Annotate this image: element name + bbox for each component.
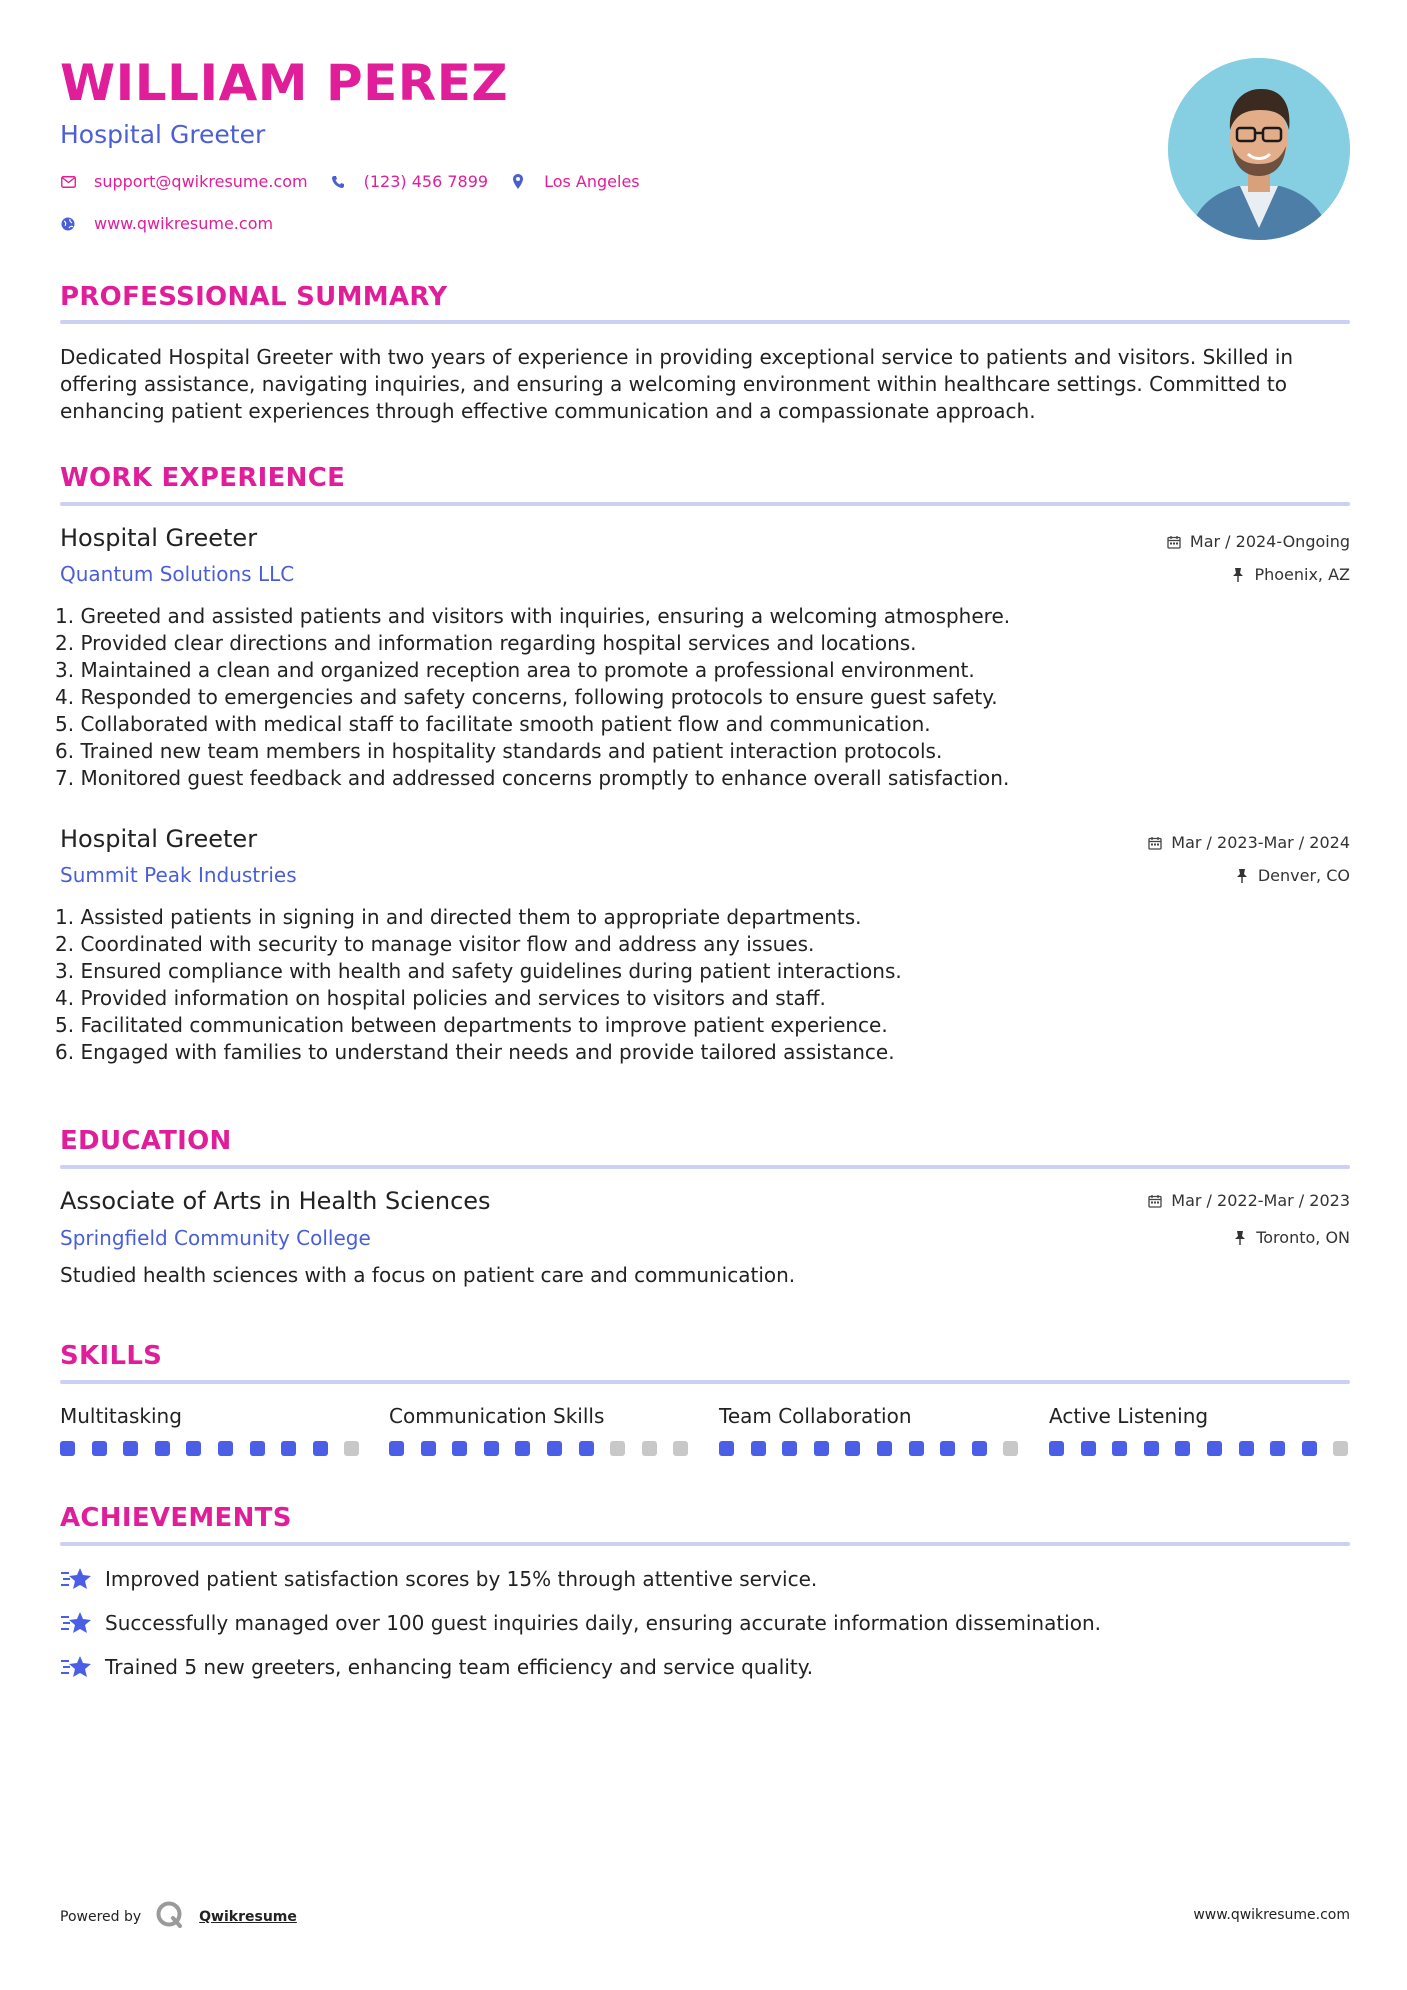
skill-dot-filled <box>972 1441 987 1456</box>
job-location <box>1234 866 1350 885</box>
education-heading: EDUCATION <box>60 1126 232 1156</box>
map-marker-icon <box>510 174 526 190</box>
skill-dot-filled <box>1270 1441 1285 1456</box>
pushpin-icon <box>1232 1230 1248 1246</box>
achievement-text: Trained 5 new greeters, enhancing team efficiency and service quality. <box>105 1655 814 1679</box>
contact-row <box>60 172 662 191</box>
shooting-star-icon <box>60 1609 92 1637</box>
location-text: Los Angeles <box>544 172 640 191</box>
pushpin-icon <box>1230 567 1246 583</box>
skill-dot-empty <box>1003 1441 1018 1456</box>
calendar-icon <box>1147 1193 1163 1209</box>
job-company: Summit Peak Industries <box>60 863 297 887</box>
job-dates <box>1147 833 1350 852</box>
contact-row-web <box>60 214 295 233</box>
calendar-icon <box>1166 534 1182 550</box>
summary-divider <box>60 320 1350 324</box>
list-item: 5. Collaborated with medical staff to facilitate smooth patient flow and communication. <box>55 712 931 736</box>
list-item: 6. Engaged with families to understand their needs and provide tailored assistance. <box>55 1040 895 1064</box>
skill-dot-empty <box>673 1441 688 1456</box>
job-responsibilities <box>55 603 1345 792</box>
skill-dot-filled <box>421 1441 436 1456</box>
skills-heading: SKILLS <box>60 1341 163 1371</box>
candidate-name: WILLIAM PEREZ <box>60 54 509 112</box>
education-location-text: Toronto, ON <box>1256 1228 1350 1247</box>
skill-rating <box>389 1441 705 1456</box>
skill-dot-empty <box>344 1441 359 1456</box>
skill-dot-filled <box>218 1441 233 1456</box>
skill-name: Active Listening <box>1049 1404 1209 1428</box>
contact-location <box>510 172 640 191</box>
summary-line: Dedicated Hospital Greeter with two years of experience in providing exceptional service to patients and visitors. Skilled in <box>60 345 1294 369</box>
skill-dot-filled <box>877 1441 892 1456</box>
powered-by-label: Powered by <box>60 1909 142 1925</box>
skill-dot-filled <box>281 1441 296 1456</box>
job-location-text: Denver, CO <box>1257 866 1350 885</box>
skill-dot-filled <box>814 1441 829 1456</box>
achievement-text: Successfully managed over 100 guest inquiries daily, ensuring accurate information dissemination. <box>105 1611 1101 1635</box>
skill-dot-filled <box>1144 1441 1159 1456</box>
list-item: 4. Provided information on hospital policies and services to visitors and staff. <box>55 986 826 1010</box>
contact-email[interactable] <box>60 172 308 191</box>
skill-dot-filled <box>909 1441 924 1456</box>
skill-dot-filled <box>452 1441 467 1456</box>
skill-dot-empty <box>610 1441 625 1456</box>
candidate-role: Hospital Greeter <box>60 120 266 149</box>
skill-dot-filled <box>515 1441 530 1456</box>
pushpin-icon <box>1234 868 1250 884</box>
skill-dot-empty <box>1333 1441 1348 1456</box>
list-item: 2. Provided clear directions and information regarding hospital services and locations. <box>55 631 917 655</box>
summary-text <box>60 344 1350 425</box>
calendar-icon <box>1147 835 1163 851</box>
skill-rating <box>60 1441 376 1456</box>
skill-dot-empty <box>642 1441 657 1456</box>
job-company: Quantum Solutions LLC <box>60 562 295 586</box>
skill-dot-filled <box>719 1441 734 1456</box>
job-title: Hospital Greeter <box>60 825 258 853</box>
skill-name: Team Collaboration <box>719 1404 912 1428</box>
footer-website[interactable]: www.qwikresume.com <box>1193 1907 1350 1923</box>
footer-powered-by <box>60 1900 297 1934</box>
experience-divider <box>60 502 1350 506</box>
skill-dot-filled <box>1112 1441 1127 1456</box>
job-location-text: Phoenix, AZ <box>1254 565 1350 584</box>
degree-title: Associate of Arts in Health Sciences <box>60 1187 491 1215</box>
summary-line: offering assistance, navigating inquiries, and ensuring a welcoming environment within healthcare settings. Committed to <box>60 372 1287 396</box>
globe-icon <box>60 216 76 232</box>
skill-dot-filled <box>579 1441 594 1456</box>
skill-dot-filled <box>940 1441 955 1456</box>
skill-dot-filled <box>1239 1441 1254 1456</box>
skill-dot-filled <box>1207 1441 1222 1456</box>
skill-rating <box>719 1441 1035 1456</box>
skill-rating <box>1049 1441 1365 1456</box>
summary-line: enhancing patient experiences through effective communication and a compassionate approach. <box>60 399 1036 423</box>
list-item: 5. Facilitated communication between departments to improve patient experience. <box>55 1013 888 1037</box>
skill-dot-filled <box>1081 1441 1096 1456</box>
list-item: 3. Maintained a clean and organized reception area to promote a professional environment. <box>55 658 975 682</box>
website-text[interactable]: www.qwikresume.com <box>94 214 274 233</box>
achievement-item <box>60 1565 817 1593</box>
skill-dot-filled <box>250 1441 265 1456</box>
achievement-item <box>60 1609 1101 1637</box>
job-dates-text: Mar / 2023-Mar / 2024 <box>1171 833 1350 852</box>
list-item: 4. Responded to emergencies and safety concerns, following protocols to ensure guest safety. <box>55 685 998 709</box>
skills-divider <box>60 1380 1350 1384</box>
skill-dot-filled <box>845 1441 860 1456</box>
list-item: 7. Monitored guest feedback and addressed concerns promptly to enhance overall satisfaction. <box>55 766 1010 790</box>
skill-dot-filled <box>186 1441 201 1456</box>
education-dates-text: Mar / 2022-Mar / 2023 <box>1171 1191 1350 1210</box>
job-dates <box>1166 532 1350 551</box>
job-responsibilities <box>55 904 1345 1066</box>
list-item: 3. Ensured compliance with health and safety guidelines during patient interactions. <box>55 959 902 983</box>
skill-dot-filled <box>1302 1441 1317 1456</box>
list-item: 6. Trained new team members in hospitality standards and patient interaction protocols. <box>55 739 943 763</box>
education-dates <box>1147 1191 1350 1210</box>
phone-icon <box>330 174 346 190</box>
education-description: Studied health sciences with a focus on patient care and communication. <box>60 1263 796 1287</box>
contact-website[interactable] <box>60 214 273 233</box>
job-title: Hospital Greeter <box>60 524 258 552</box>
phone-text[interactable]: (123) 456 7899 <box>363 172 489 191</box>
skill-dot-filled <box>123 1441 138 1456</box>
achievements-heading: ACHIEVEMENTS <box>60 1503 292 1533</box>
summary-heading: PROFESSIONAL SUMMARY <box>60 282 448 312</box>
profile-photo <box>1168 58 1350 240</box>
education-location <box>1232 1228 1350 1247</box>
skill-dot-filled <box>782 1441 797 1456</box>
job-dates-text: Mar / 2024-Ongoing <box>1189 532 1350 551</box>
skill-dot-filled <box>155 1441 170 1456</box>
job-location <box>1230 565 1350 584</box>
skill-dot-filled <box>1049 1441 1064 1456</box>
school-name: Springfield Community College <box>60 1226 371 1250</box>
achievement-text: Improved patient satisfaction scores by 15% through attentive service. <box>105 1567 818 1591</box>
skill-dot-filled <box>92 1441 107 1456</box>
list-item: 2. Coordinated with security to manage visitor flow and address any issues. <box>55 932 815 956</box>
skill-name: Multitasking <box>60 1404 182 1428</box>
email-text[interactable]: support@qwikresume.com <box>94 172 308 191</box>
qwikresume-logo-icon <box>155 1900 185 1934</box>
skill-name: Communication Skills <box>389 1404 605 1428</box>
achievements-divider <box>60 1542 1350 1546</box>
envelope-icon <box>60 174 76 190</box>
experience-heading: WORK EXPERIENCE <box>60 463 346 493</box>
skill-dot-filled <box>547 1441 562 1456</box>
list-item: 1. Greeted and assisted patients and visitors with inquiries, ensuring a welcoming atmosphere. <box>55 604 1011 628</box>
skill-dot-filled <box>1175 1441 1190 1456</box>
skill-dot-filled <box>389 1441 404 1456</box>
education-divider <box>60 1165 1350 1169</box>
brand-link[interactable]: Qwikresume <box>199 1909 297 1925</box>
list-item: 1. Assisted patients in signing in and directed them to appropriate departments. <box>55 905 862 929</box>
skill-dot-filled <box>60 1441 75 1456</box>
shooting-star-icon <box>60 1653 92 1681</box>
skill-dot-filled <box>484 1441 499 1456</box>
shooting-star-icon <box>60 1565 92 1593</box>
skill-dot-filled <box>313 1441 328 1456</box>
skill-dot-filled <box>751 1441 766 1456</box>
achievement-item <box>60 1653 813 1681</box>
contact-phone[interactable] <box>330 172 488 191</box>
